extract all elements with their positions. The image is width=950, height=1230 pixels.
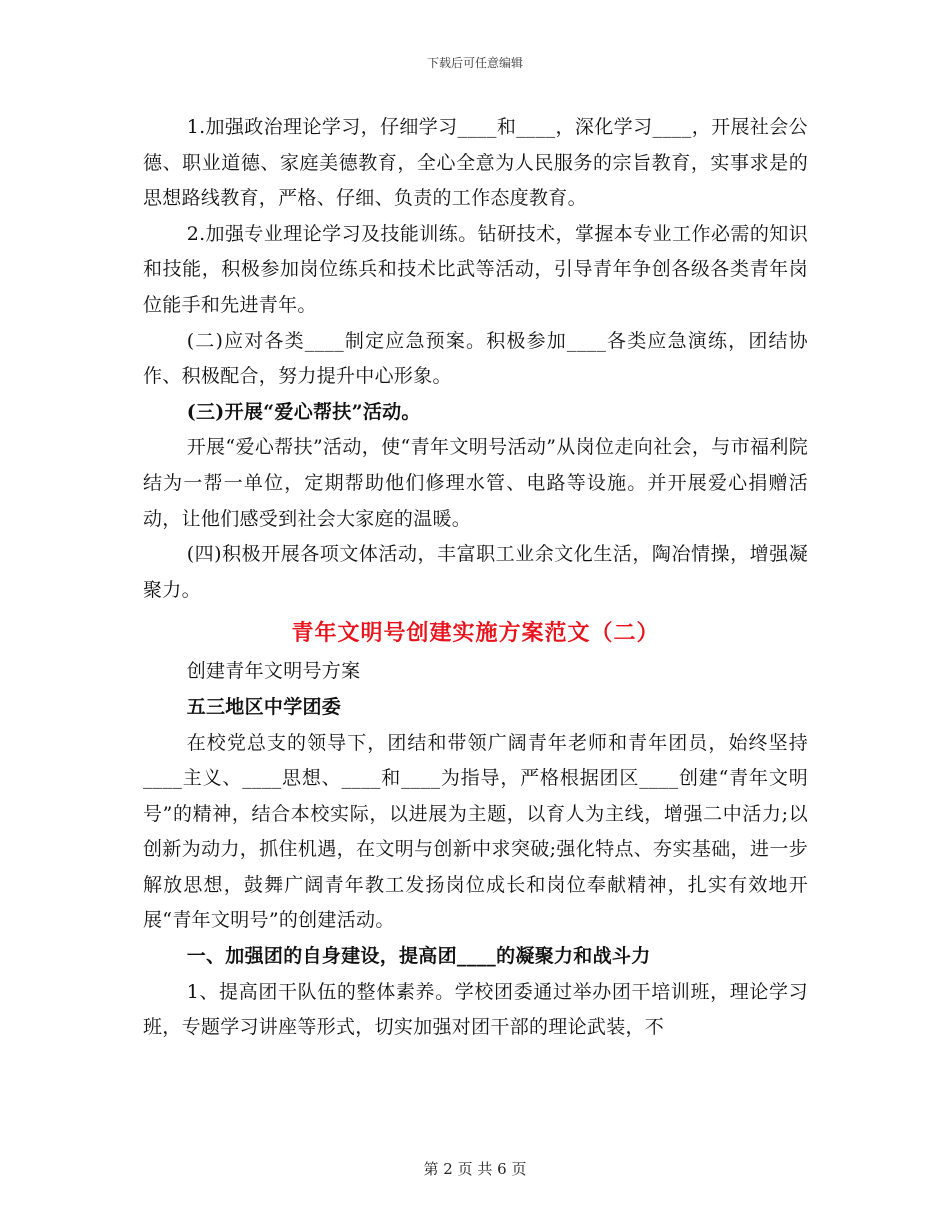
document-body [143,110,808,1046]
paragraph-1: 1.加强政治理论学习，仔细学习____和____，深化学习____，开展社会公德、职业道德、家庭美德教育，全心全意为人民服务的宗旨教育，实事求是的思想路线教育，严格、仔细、负责的工作态度教育。 [143,116,808,210]
paragraph-10-heading: 一、加强团的自身建设，提高团____的凝聚力和战斗力 [186,945,651,968]
page-header: 下载后可任意编辑 [426,56,523,70]
paragraph-11: 1、提高团干队伍的整体素养。学校团委通过举办团干培训班，理论学习班，专题学习讲座等形式，切实加强对团干部的理论武装，不 [143,980,808,1039]
paragraph-3: (二)应对各类____制定应急预案。积极参加____各类应急演练，团结协作、积极配合，努力提升中心形象。 [143,329,808,388]
paragraph-5: 开展“爱心帮扶”活动，使“青年文明号活动”从岗位走向社会，与市福利院结为一帮一单位，定期帮助他们修理水管、电路等设施。并开展爱心捐赠活动，让他们感受到社会大家庭的温暖。 [143,436,808,530]
paragraph-8-heading: 五三地区中学团委 [186,695,342,718]
page-footer: 第 2 页 共 6 页 [423,1160,527,1178]
paragraph-6: (四)积极开展各项文体活动，丰富职工业余文化生活，陶冶情操，增强凝聚力。 [143,543,808,601]
section-title: 青年文明号创建实施方案范文（二） [291,620,660,647]
paragraph-4-heading: (三)开展“爱心帮扶”活动。 [186,400,421,423]
paragraph-7: 创建青年文明号方案 [186,660,361,683]
paragraph-2: 2.加强专业理论学习及技能训练。钻研技术，掌握本专业工作必需的知识和技能，积极参加岗位练兵和技术比武等活动，引导青年争创各级各类青年岗位能手和先进青年。 [143,222,808,316]
paragraph-9: 在校党总支的领导下，团结和带领广阔青年老师和青年团员，始终坚持____主义、____思想、____和____为指导，严格根据团区____创建“青年文明号”的精神，结合本校实际，以进展为主题，以育人为主线，增强二中活力;以创新为动力，抓住机遇，在文明与创新中求突破;强化特点、夯实基础，进一步解放思想，鼓舞广阔青年教工发扬岗位成长和岗位奉献精神，扎实有效地开展“青年文明号”的创建活动。 [143,731,808,932]
